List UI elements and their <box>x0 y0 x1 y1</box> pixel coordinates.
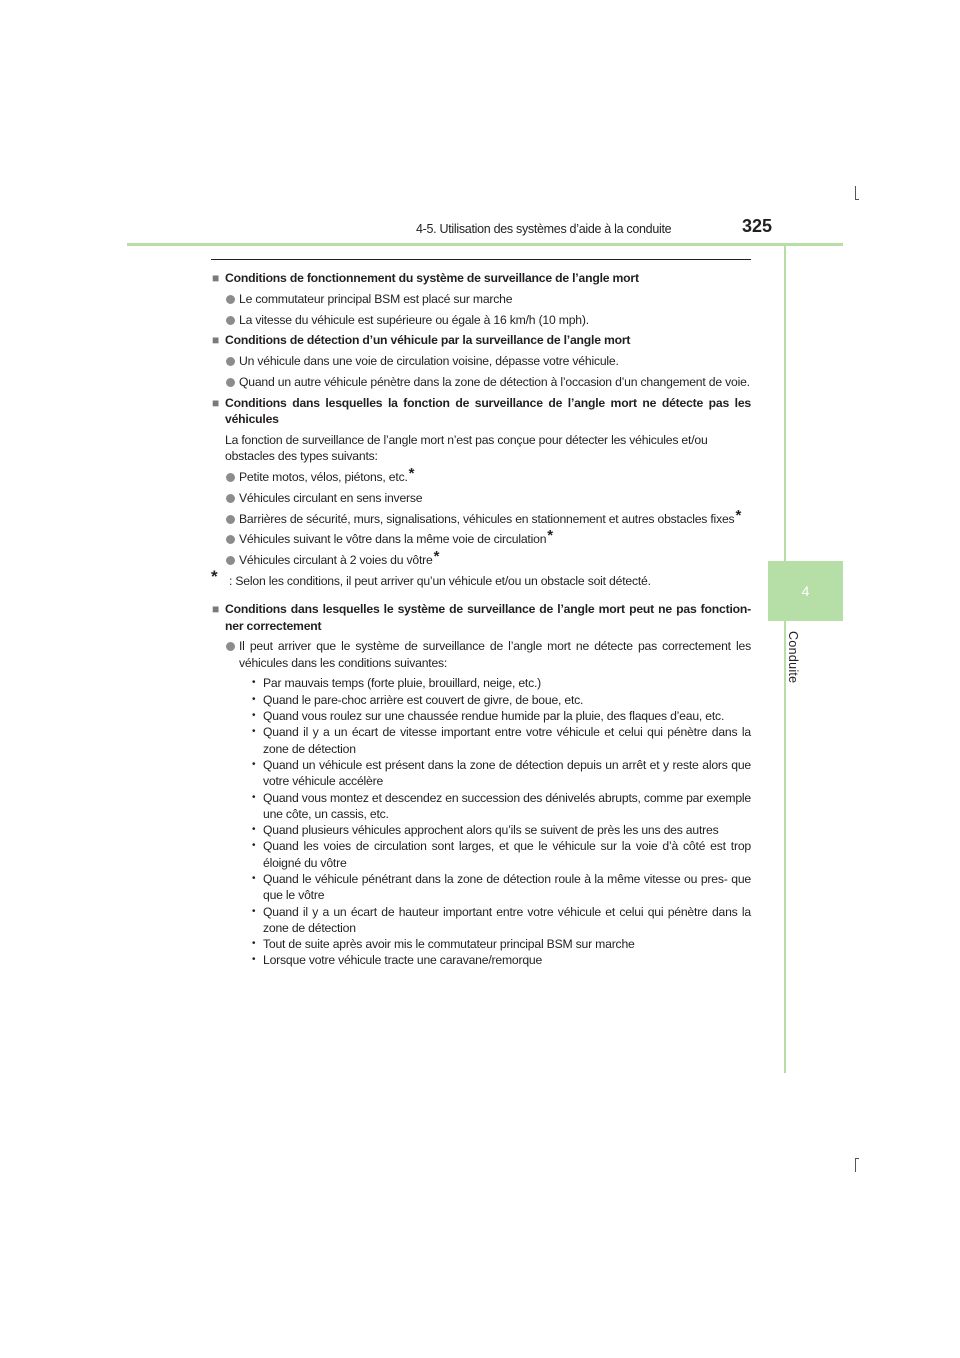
sub-bullet-item: • Tout de suite après avoir mis le commutateur principal BSM sur marche <box>252 937 635 952</box>
sub-bullet-item: • Quand les voies de circulation sont larges, et que le véhicule sur la voie d’à côté est trop éloigné du vôtre <box>252 839 751 870</box>
square-bullet-icon: ■ <box>212 395 220 410</box>
footnote-text: : Selon les conditions, il peut arriver qu’un véhicule et/ou un obstacle soit détecté. <box>229 573 651 588</box>
circle-bullet-icon <box>226 316 235 325</box>
running-header-section: 4-5. Utilisation des systèmes d’aide à la conduite <box>416 222 672 236</box>
square-bullet-icon: ■ <box>212 333 220 348</box>
sub-bullet-item: • Quand le pare-choc arrière est couvert de givre, de boue, etc. <box>252 692 584 707</box>
list-item: Véhicules suivant le vôtre dans la même voie de circulation* <box>211 531 751 547</box>
page-number: 325 <box>742 216 773 236</box>
section-intro: La fonction de surveillance de l’angle mort n’est pas conçue pour détecter les véhicules et/ou obstacles des types suivants: <box>225 432 708 464</box>
crop-mark-bottom-foot <box>855 1158 859 1159</box>
footnote-star: * <box>211 566 218 586</box>
circle-bullet-icon <box>226 378 235 387</box>
section-heading <box>211 601 751 634</box>
list-item: Quand un autre véhicule pénètre dans la zone de détection à l’occasion d’un changement de voie. <box>211 374 751 390</box>
sub-bullet-item: • Quand un véhicule est présent dans la zone de détection depuis un arrêt et y reste alors que votre véhicule accélère <box>252 757 751 789</box>
footnote-marker: * <box>433 548 440 566</box>
sub-bullet-item: • Par mauvais temps (forte pluie, brouillard, neige, etc.) <box>252 676 542 691</box>
circle-bullet-icon <box>226 295 235 304</box>
footnote-marker: * <box>735 506 742 524</box>
footnote <box>211 566 751 589</box>
heading-text: Conditions de détection d’un véhicule par la surveillance de l’angle mort <box>225 333 631 348</box>
section-heading <box>211 270 751 286</box>
sub-bullet-item: • Quand vous roulez sur une chaussée rendue humide par la pluie, des flaques d’eau, etc. <box>252 709 725 724</box>
list-item: Véhicules circulant à 2 voies du vôtre* <box>211 552 751 568</box>
chapter-label: Conduite <box>786 631 800 684</box>
sub-bullet-item: • Quand il y a un écart de hauteur important entre votre véhicule et celui qui pénètre dans la zone de détection <box>252 904 751 935</box>
section-rule <box>211 259 751 260</box>
sub-bullet-item: • Lorsque votre véhicule tracte une caravane/remorque <box>252 953 543 968</box>
heading-text: Conditions de fonctionnement du système de surveillance de l’angle mort <box>225 271 639 285</box>
square-bullet-icon: ■ <box>212 602 220 617</box>
circle-bullet-icon <box>226 357 235 366</box>
footnote-marker: * <box>547 527 553 545</box>
circle-bullet-icon <box>226 473 235 482</box>
sub-bullet-item: • Quand le véhicule pénétrant dans la zone de détection roule à la même vitesse ou pres- que que le vôtre <box>252 872 751 903</box>
crop-mark-top <box>855 186 856 200</box>
heading-text: Conditions dans lesquelles le système de surveillance de l’angle mort peut ne pas fonction- ner correctement <box>225 602 751 633</box>
list-item: Un véhicule dans une voie de circulation voisine, dépasse votre véhicule. <box>211 353 751 369</box>
circle-bullet-icon <box>226 556 235 565</box>
circle-bullet-icon <box>226 535 235 544</box>
section-heading <box>211 395 751 428</box>
list-item: Le commutateur principal BSM est placé sur marche <box>211 291 751 307</box>
sub-bullet-list <box>211 675 751 968</box>
main-content <box>211 270 751 969</box>
list-item: La vitesse du véhicule est supérieure ou égale à 16 km/h (10 mph). <box>211 312 751 328</box>
section-heading <box>211 332 751 348</box>
circle-bullet-icon <box>226 642 235 651</box>
circle-bullet-icon <box>226 494 235 503</box>
list-item: Il peut arriver que le système de surveillance de l’angle mort ne détecte pas correctement les véhicules dans les conditions suivantes: <box>211 638 751 671</box>
crop-mark-top-foot <box>855 199 859 200</box>
chapter-number: 4 <box>801 583 810 599</box>
sub-bullet-item: • Quand vous montez et descendez en succession des dénivelés abrupts, comme par exemple une côte, un cassis, etc. <box>252 790 751 821</box>
header-rule <box>127 243 843 246</box>
list-item: Barrières de sécurité, murs, signalisations, véhicules en stationnement et autres obstacles fixes* <box>211 511 751 527</box>
square-bullet-icon: ■ <box>212 271 220 285</box>
sub-bullet-item: • Quand il y a un écart de vitesse important entre votre véhicule et celui qui pénètre dans la zone de détection <box>252 725 751 756</box>
footnote-marker: * <box>408 464 415 482</box>
sub-bullet-item: • Quand plusieurs véhicules approchent alors qu’ils se suivent de près les uns des autres <box>252 823 719 838</box>
chapter-tab[interactable] <box>768 561 843 621</box>
list-item: Petite motos, vélos, piétons, etc.* <box>211 469 751 485</box>
heading-text: Conditions dans lesquelles la fonction de surveillance de l’angle mort ne détecte pas les véhicules <box>225 395 751 427</box>
circle-bullet-icon <box>226 515 235 524</box>
list-item: Véhicules circulant en sens inverse <box>211 490 751 506</box>
crop-mark-bottom <box>855 1158 856 1172</box>
